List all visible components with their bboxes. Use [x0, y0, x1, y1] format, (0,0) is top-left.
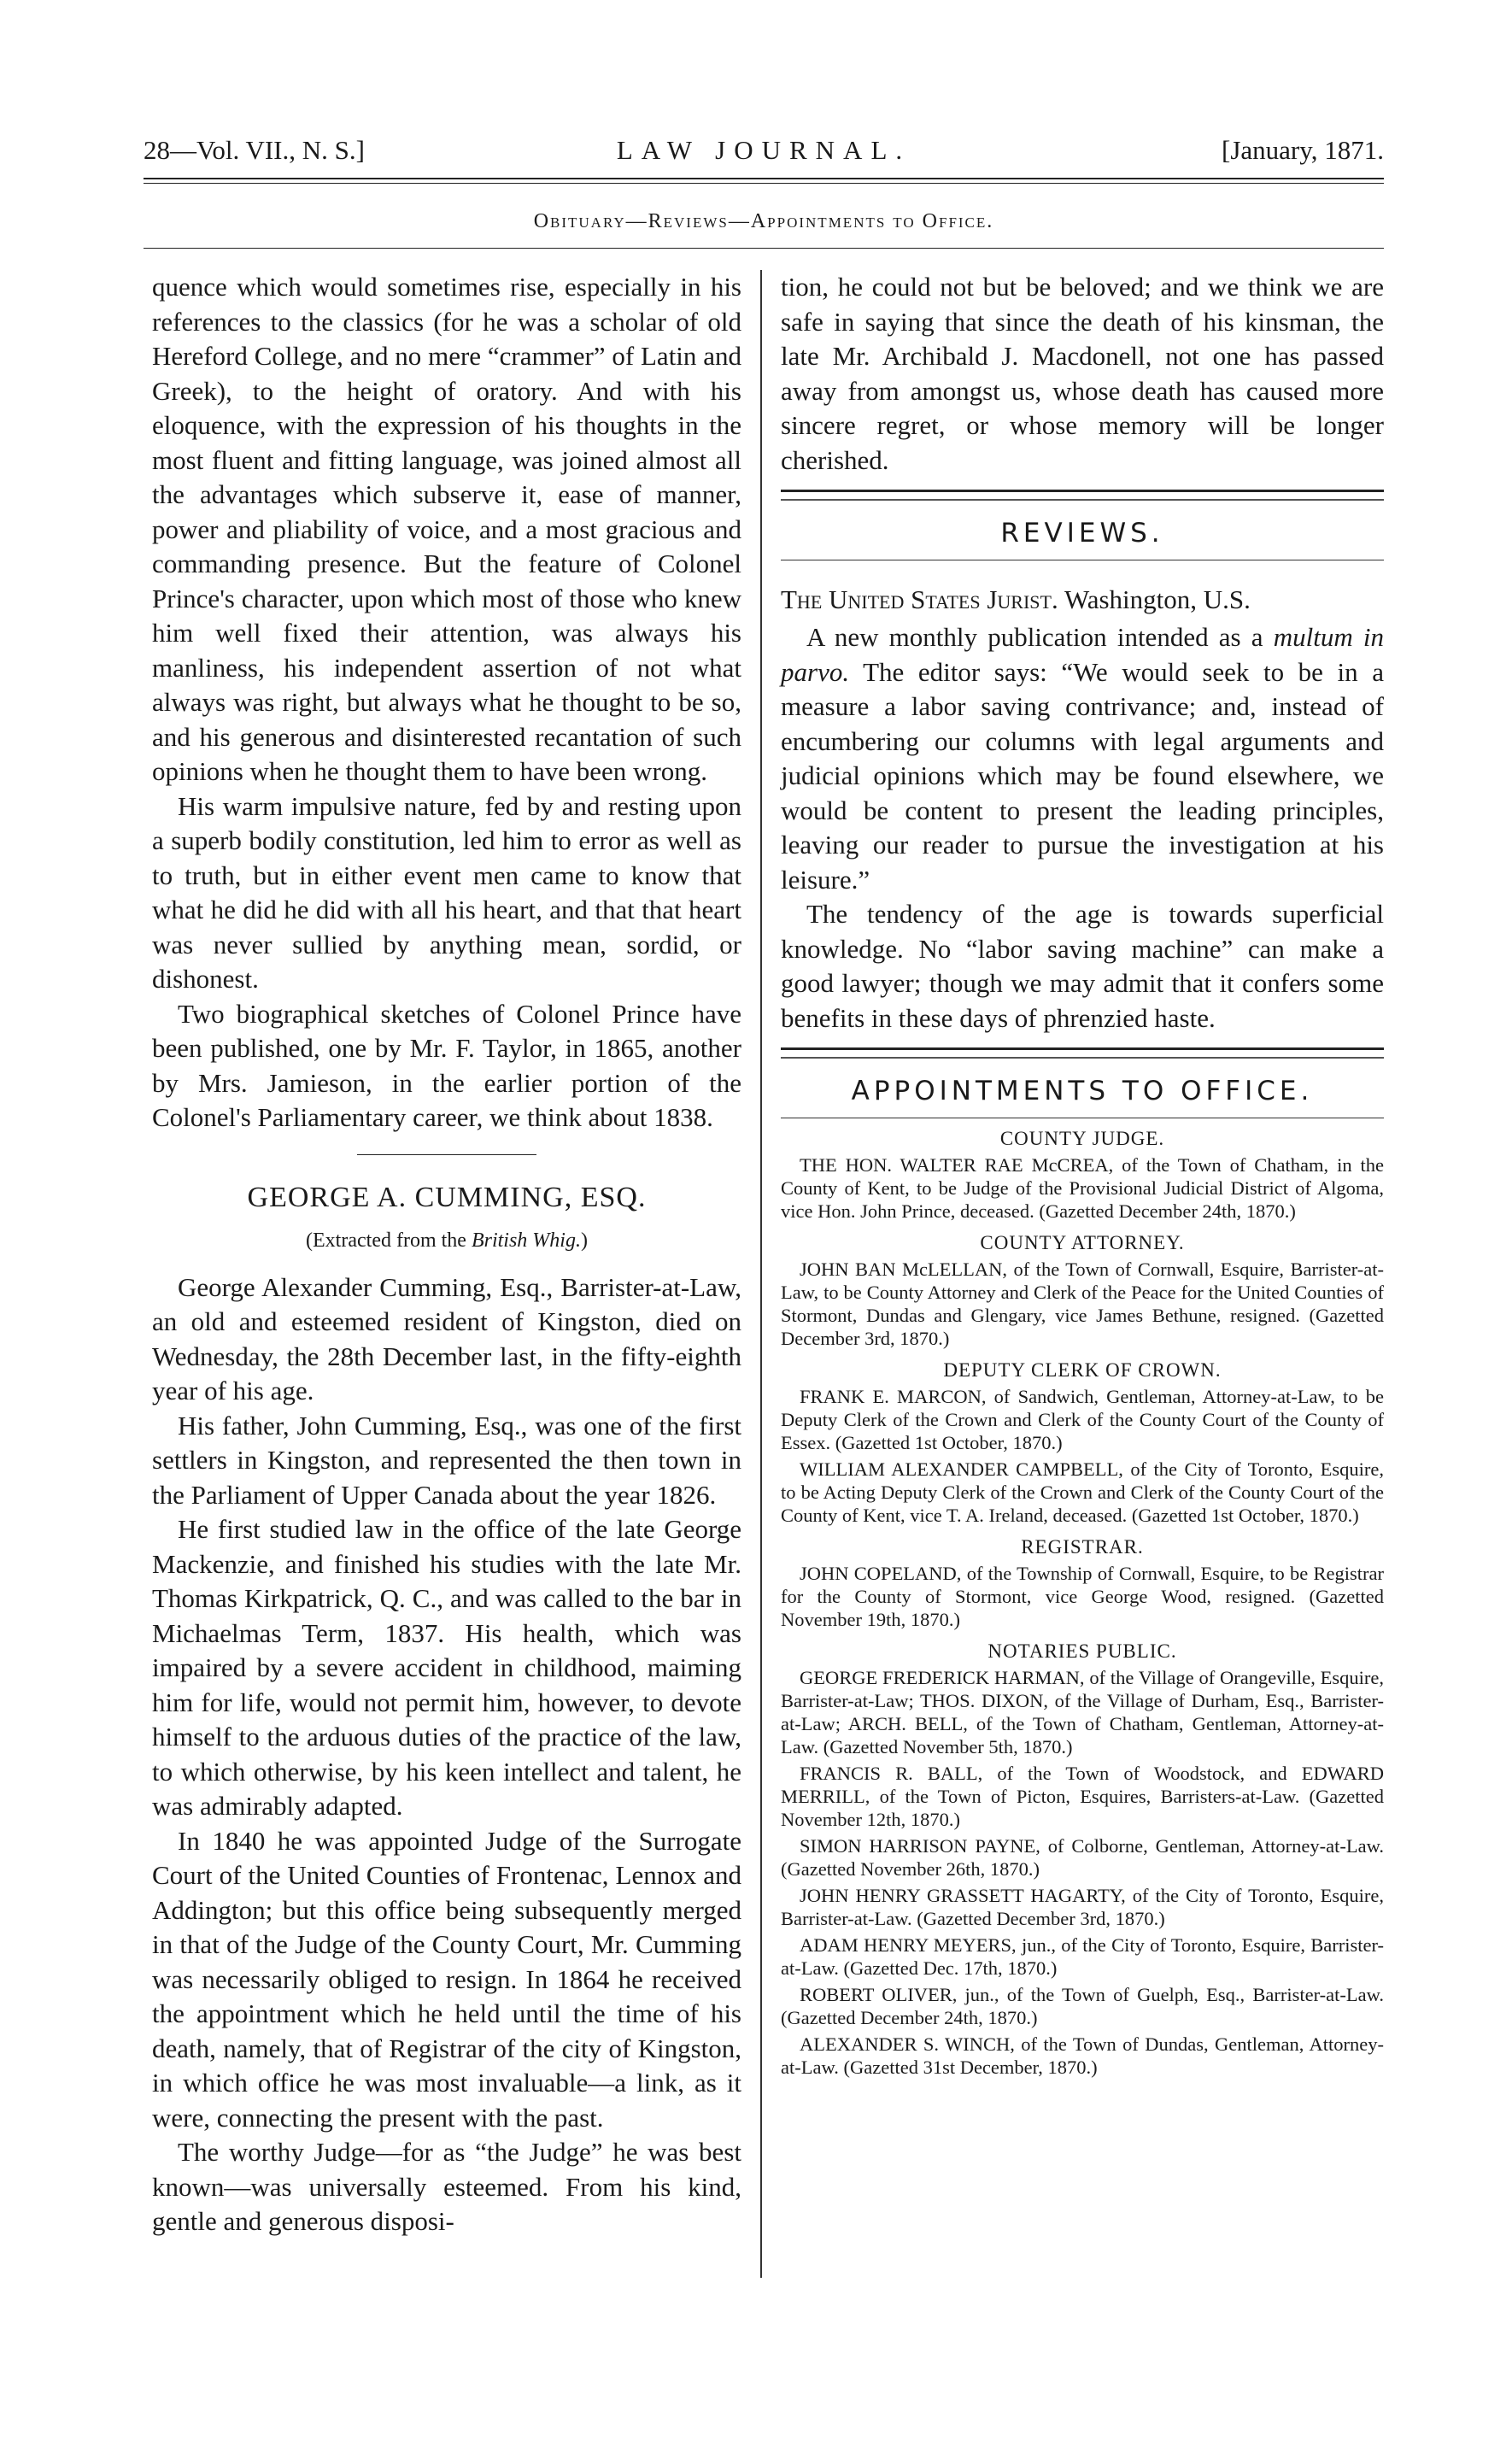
review-place: Washington, U.S. [1064, 584, 1251, 614]
review-latin-phrase: multum in parvo. [781, 622, 1384, 687]
column-divider [760, 270, 762, 2278]
appointment-entry: JOHN BAN McLELLAN, of the Town of Cornwall, Esquire, Barrister-at-Law, to be County Attorney and Clerk of the Peace for the United Counties of Stormont, Dundas and Glengary, vice James Bethune, resigned. (Gazetted December 3rd, 1870.) [781, 1258, 1384, 1349]
appointments-heading: APPOINTMENTS TO OFFICE. [851, 1076, 1314, 1106]
header-date: [January, 1871. [1222, 135, 1384, 165]
appointment-entry: ADAM HENRY MEYERS, jun., of the City of Toronto, Esquire, Barrister-at-Law. (Gazetted Dec. 17th, 1870.) [781, 1933, 1384, 1979]
obituary-paragraph: Two biographical sketches of Colonel Prince have been published, one by Mr. F. Taylor, in 1865, another by Mrs. Jamieson, in the earlier portion of the Colonel's Parliamentary career, we think about 1838. [152, 998, 741, 1132]
extract-note: (Extracted from the British Whig.) [306, 1229, 588, 1252]
obituary-paragraph: quence which would sometimes rise, especially in his references to the classics (for he was a scholar of old Hereford College, and no mere “crammer” of Latin and Greek), to the height of oratory. And with his eloquence, with the expression of his thoughts in the most fluent and fitting language, was joined almost all the advantages which subserve it, ease of manner, power and pliability of voice, and a most gracious and commanding presence. But the feature of Colonel Prince's character, upon which most of those who knew him well fixed their attention, was always his manliness, his independent assertion of not what always was right, but always what he thought to be so, and his generous and disinterested recantation of such opinions when he thought them to have been wrong. [152, 272, 741, 786]
obituary-paragraph: His father, John Cumming, Esq., was one of the first settlers in Kingston, and represented the then town in the Parliament of Upper Canada about the year 1826. [152, 1410, 741, 1510]
obituary-paragraph: George Alexander Cumming, Esq., Barrister-at-Law, an old and esteemed resident of Kingston, died on Wednesday, the 28th December last, in the fifty-eighth year of his age. [152, 1271, 741, 1405]
subheader-rule [144, 248, 1384, 249]
appointment-entry: GEORGE FREDERICK HARMAN, of the Village of Orangeville, Esquire, Barrister-at-Law; THOS. DIXON, of the Village of Durham, Esq., Barrister-at-Law; ARCH. BELL, of the Town of Chatham, Gentleman, Attorney-at-Law. (Gazetted November 5th, 1870.) [781, 1666, 1384, 1757]
appointment-entry: THE HON. WALTER RAE McCREA, of the Town of Chatham, in the County of Kent, to be Judge of the Provisional Judicial District of Algoma, vice Hon. John Prince, deceased. (Gazetted December 24th, 1870.) [781, 1153, 1384, 1222]
appointment-category: REGISTRAR. [1021, 1535, 1144, 1558]
reviews-rule [781, 490, 1384, 501]
left-column [152, 270, 741, 2239]
obituary-paragraph: His warm impulsive nature, fed by and resting upon a superb bodily constitution, led him to error as well as to truth, but in either event men came to know that what he did he did with all his heart, and that that heart was never sullied by anything mean, sordid, or dishonest. [152, 790, 741, 994]
appointment-category: COUNTY JUDGE. [999, 1127, 1165, 1149]
header-journal-title: LAW JOURNAL. [616, 135, 911, 165]
appointment-entry: FRANCIS R. BALL, of the Town of Woodstock, and EDWARD MERRILL, of the Town of Picton, Esquires, Barristers-at-Law. (Gazetted November 12th, 1870.) [781, 1762, 1384, 1830]
appointment-entry: ALEXANDER S. WINCH, of the Town of Dundas, Gentleman, Attorney-at-Law. (Gazetted 31st December, 1870.) [781, 2033, 1384, 2078]
section-divider [357, 1154, 536, 1155]
obituary-paragraph: The worthy Judge—for as “the Judge” he was best known—was universally esteemed. From his kind, gentle and generous disposi- [152, 2137, 741, 2236]
obituary-paragraph: In 1840 he was appointed Judge of the Surrogate Court of the United Counties of Frontenac, Lennox and Addington; but this office being subsequently merged in that of the Judge of the County Court, Mr. Cumming was necessarily obliged to resign. In 1864 he received the appointment which he held until the time of his death, namely, that of Registrar of the city of Kingston, in which office he was most invaluable—a link, as it were, connecting the present with the past. [152, 1825, 741, 2133]
review-paragraph: The tendency of the age is towards superficial knowledge. No “labor saving machine” can make a good lawyer; though we may admit that it confers some benefits in these days of phrenzied haste. [781, 899, 1384, 1033]
header-rule-top [144, 178, 1384, 179]
appointments-rule [781, 1047, 1384, 1059]
appointment-entry: JOHN COPELAND, of the Township of Cornwall, Esquire, to be Registrar for the County of Stormont, vice George Wood, resigned. (Gazetted November 19th, 1870.) [781, 1562, 1384, 1630]
extract-source: British Whig. [471, 1229, 581, 1252]
reviews-heading: REVIEWS. [1000, 518, 1164, 549]
obituary-title: GEORGE A. CUMMING, ESQ. [247, 1181, 647, 1213]
appointment-entry: FRANK E. MARCON, of Sandwich, Gentleman, Attorney-at-Law, to be Deputy Clerk of the Crown and Clerk of the County Court of the County of Essex. (Gazetted 1st October, 1870.) [781, 1385, 1384, 1453]
appointments-list [781, 1127, 1384, 2079]
obituary-paragraph: He first studied law in the office of the late George Mackenzie, and finished his studies with the late Mr. Thomas Kirkpatrick, Q. C., and was called to the bar in Michaelmas Term, 1837. His health, which was impaired by a severe accident in childhood, maiming him for life, would not permit him, however, to devote himself to the arduous duties of the practice of the law, to which otherwise, by his keen intellect and talent, he was admirably adapted. [152, 1514, 741, 1821]
appointment-category: COUNTY ATTORNEY. [980, 1231, 1185, 1253]
review-publication: The United States Jurist. [781, 584, 1058, 614]
appointment-category: DEPUTY CLERK OF CROWN. [943, 1358, 1222, 1381]
running-header [144, 135, 1384, 169]
review-paragraph: A new monthly publication intended as a multum in parvo. The editor says: “We would seek to be in a measure a labor saving contrivance; and, instead of encumbering our columns with legal arguments and judicial opinions which may be found elsewhere, we would be content to present the leading principles, leaving our reader to pursue the investigation at his leisure.” [781, 622, 1384, 895]
right-column [781, 270, 1384, 2082]
appointment-entry: JOHN HENRY GRASSETT HAGARTY, of the City of Toronto, Esquire, Barrister-at-Law. (Gazetted December 3rd, 1870.) [781, 1884, 1384, 1929]
appointment-entry: WILLIAM ALEXANDER CAMPBELL, of the City of Toronto, Esquire, to be Acting Deputy Clerk of the Crown and Clerk of the County Court of the County of Kent, vice T. A. Ireland, deceased. (Gazetted 1st October, 1870.) [781, 1458, 1384, 1526]
appointment-category: NOTARIES PUBLIC. [987, 1640, 1177, 1662]
obituary-continuation: tion, he could not but be beloved; and we think we are safe in saying that since the death of his kinsman, the late Mr. Archibald J. Macdonell, not one has passed away from amongst us, whose death has caused more sincere regret, or whose memory will be longer cherished. [781, 272, 1384, 475]
appointment-entry: ROBERT OLIVER, jun., of the Town of Guelph, Esq., Barrister-at-Law. (Gazetted December 24th, 1870.) [781, 1983, 1384, 2028]
appointment-entry: SIMON HARRISON PAYNE, of Colborne, Gentleman, Attorney-at-Law. (Gazetted November 26th, 1870.) [781, 1834, 1384, 1880]
header-rule-bottom [144, 183, 1384, 184]
header-volume: 28—Vol. VII., N. S.] [144, 135, 365, 165]
section-subheader: Obituary—Reviews—Appointments to Office. [533, 210, 994, 232]
review-title-line [781, 583, 1384, 618]
